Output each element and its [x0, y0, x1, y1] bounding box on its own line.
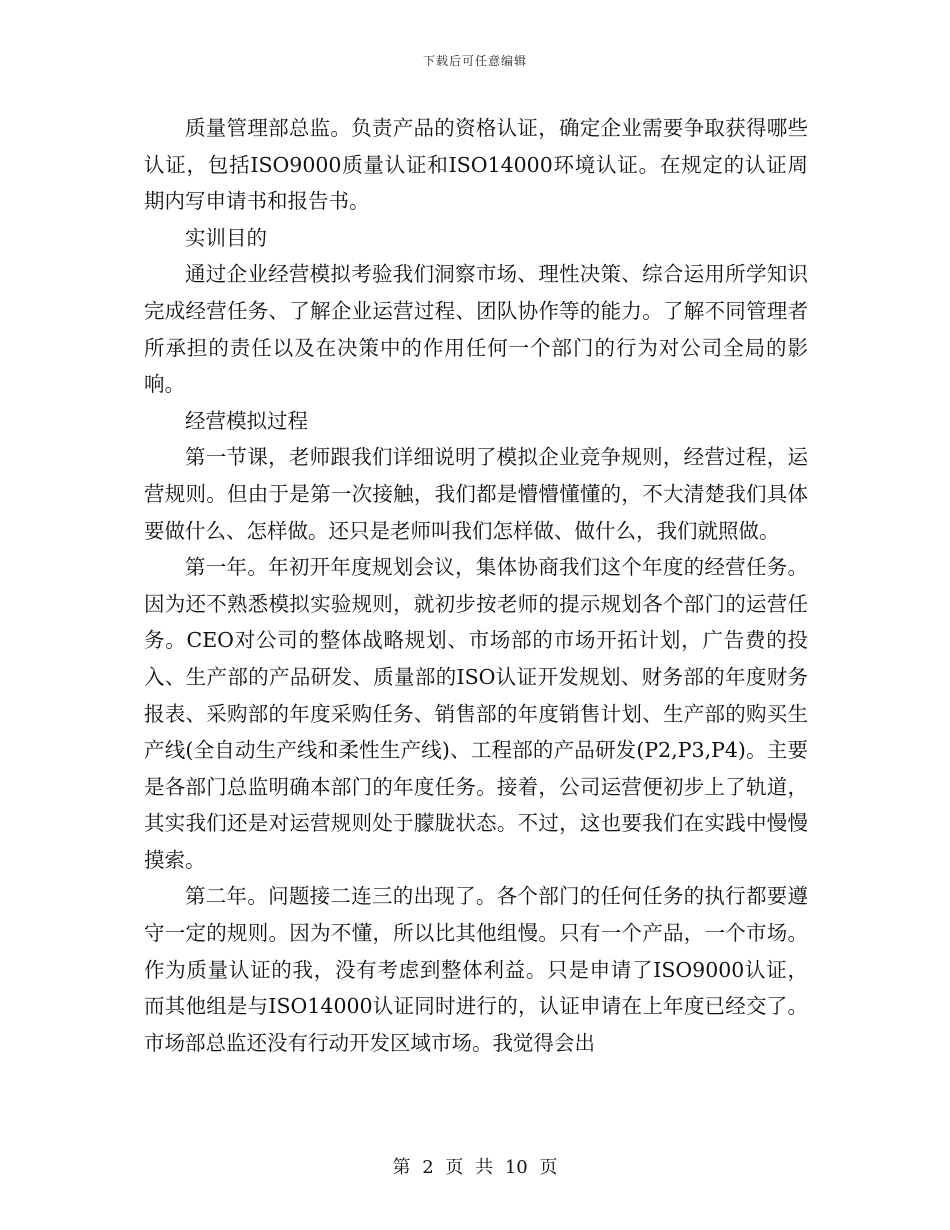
paragraph: 质量管理部总监。负责产品的资格认证，确定企业需要争取获得哪些认证，包括ISO9000质量认证和ISO14000环境认证。在规定的认证周期内写申请书和报告书。 [144, 116, 808, 214]
section-heading: 经营模拟过程 [185, 408, 308, 433]
document-body [144, 110, 808, 1061]
paragraph: 第一节课，老师跟我们详细说明了模拟企业竞争规则，经营过程，运营规则。但由于是第一次接触，我们都是懵懵懂懂的，不大清楚我们具体要做什么、怎样做。还只是老师叫我们怎样做、做什么，我们就照做。 [144, 445, 808, 543]
paragraph: 第一年。年初开年度规划会议，集体协商我们这个年度的经营任务。因为还不熟悉模拟实验规则，就初步按老师的提示规划各个部门的运营任务。CEO对公司的整体战略规划、市场部的市场开拓计划，广告费的投入、生产部的产品研发、质量部的ISO认证开发规划、财务部的年度财务报表、采购部的年度采购任务、销售部的年度销售计划、生产部的购买生产线(全自动生产线和柔性生产线)、工程部的产品研发(P2,P3,P4)。主要是各部门总监明确本部门的年度任务。接着，公司运营便初步上了轨道，其实我们还是对运营规则处于朦胧状态。不过，这也要我们在实践中慢慢摸索。 [144, 555, 808, 872]
paragraph: 通过企业经营模拟考验我们洞察市场、理性决策、综合运用所学知识完成经营任务、了解企业运营过程、团队协作等的能力。了解不同管理者所承担的责任以及在决策中的作用任何一个部门的行为对公司全局的影响。 [144, 262, 808, 397]
section-heading: 实训目的 [185, 225, 267, 250]
page-number: 第 2 页 共 10 页 [392, 1157, 558, 1178]
paragraph: 第二年。问题接二连三的出现了。各个部门的任何任务的执行都要遵守一定的规则。因为不懂，所以比其他组慢。只有一个产品，一个市场。作为质量认证的我，没有考虑到整体利益。只是申请了ISO9000认证，而其他组是与ISO14000认证同时进行的，认证申请在上年度已经交了。市场部总监还没有行动开发区域市场。我觉得会出 [144, 884, 808, 1055]
page-header: 下载后可任意编辑 [422, 54, 527, 68]
